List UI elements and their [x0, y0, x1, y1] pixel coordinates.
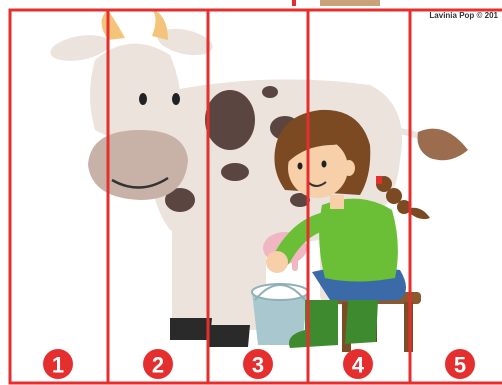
strip-number-2: [143, 349, 173, 379]
svg-text:3: 3: [251, 352, 265, 378]
svg-text:2: 2: [151, 352, 165, 378]
strip-5-border: [410, 10, 502, 383]
svg-text:5: 5: [453, 352, 467, 378]
strip-number-5: [445, 349, 475, 379]
svg-text:1: 1: [51, 352, 65, 378]
strip-number-4: [343, 349, 373, 379]
author-credit: Lavinia Pop © 201: [429, 11, 498, 20]
strip-1-border: [10, 10, 108, 383]
strip-number-3: [243, 349, 273, 379]
svg-text:4: 4: [351, 352, 365, 378]
strip-number-1: [43, 349, 73, 379]
